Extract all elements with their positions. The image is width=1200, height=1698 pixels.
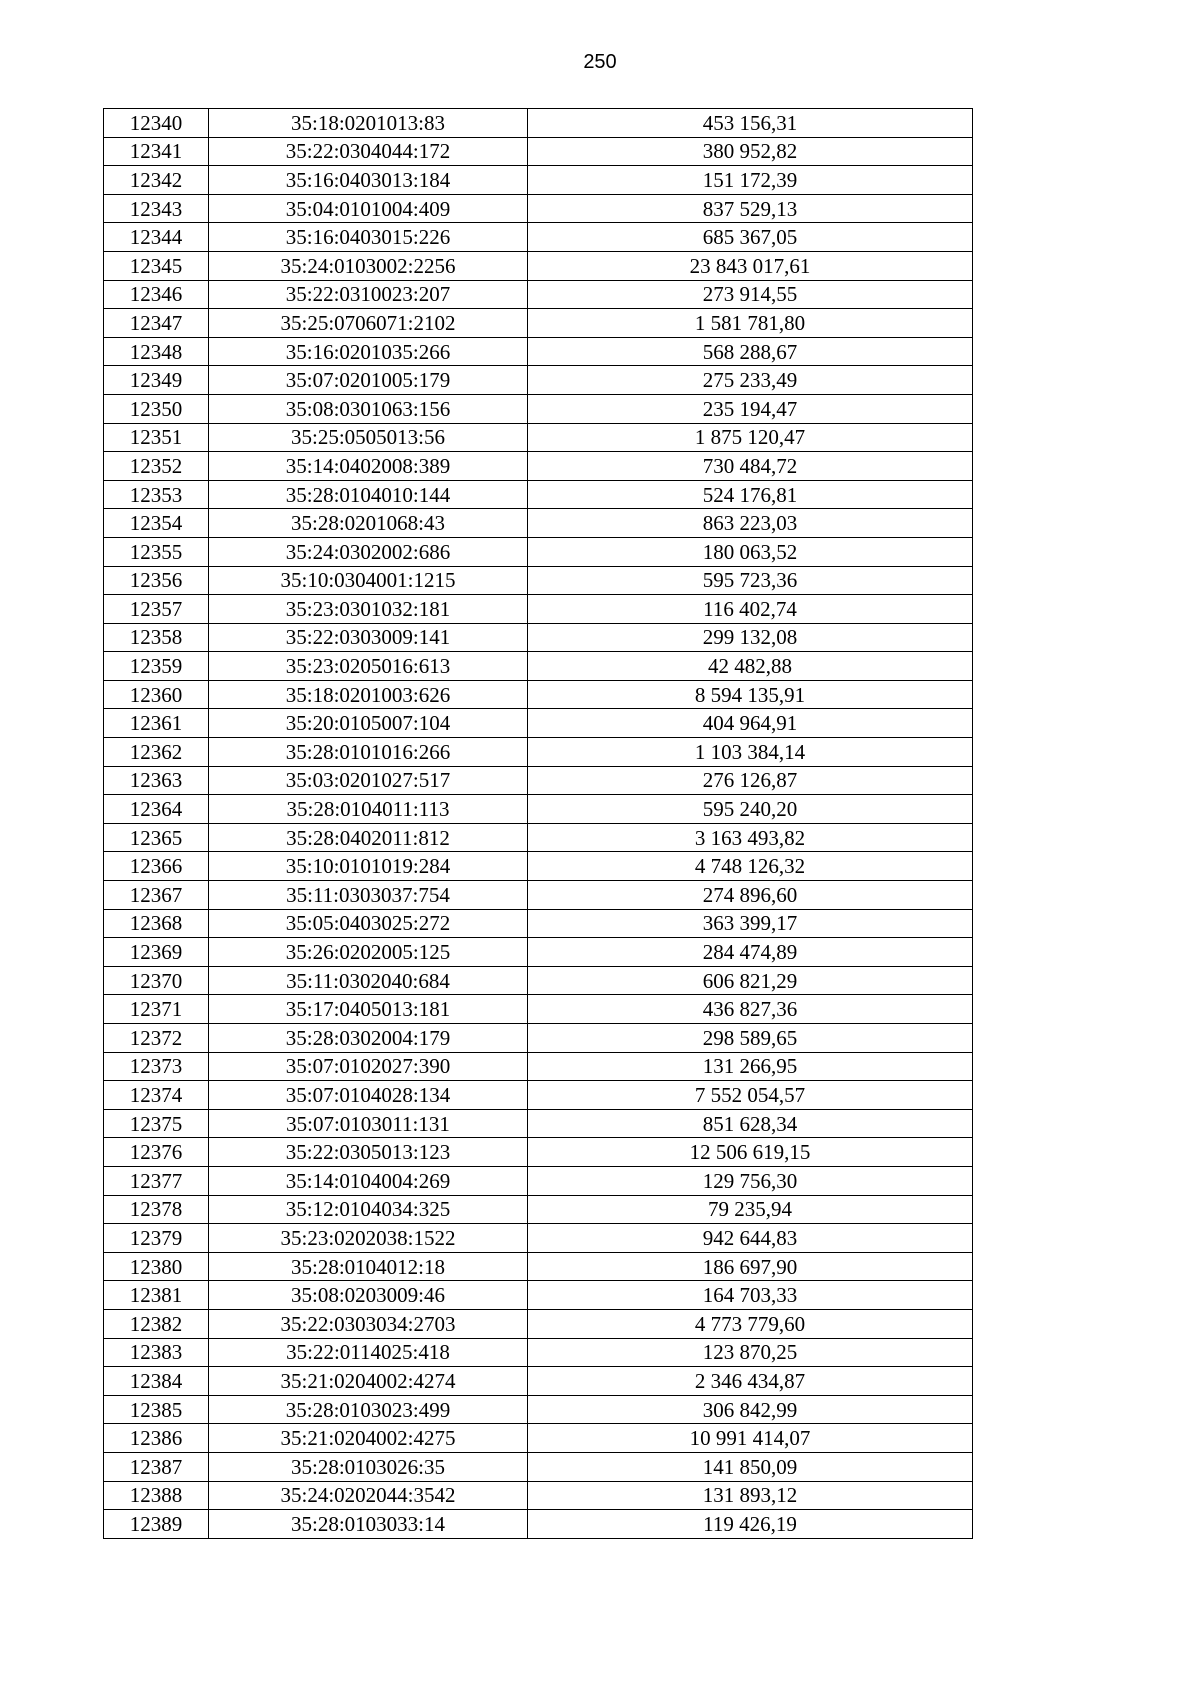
row-number-cell: 12383 xyxy=(104,1338,209,1367)
cadastral-number-cell: 35:07:0201005:179 xyxy=(209,366,528,395)
row-number-cell: 12389 xyxy=(104,1510,209,1539)
table-row xyxy=(104,566,973,595)
table-row xyxy=(104,337,973,366)
cadastral-number-cell: 35:23:0205016:613 xyxy=(209,652,528,681)
table-row xyxy=(104,852,973,881)
cadastral-number-cell: 35:18:0201013:83 xyxy=(209,109,528,138)
row-number-cell: 12377 xyxy=(104,1166,209,1195)
value-cell: 863 223,03 xyxy=(528,509,973,538)
row-number-cell: 12363 xyxy=(104,766,209,795)
value-cell: 363 399,17 xyxy=(528,909,973,938)
table-row xyxy=(104,223,973,252)
value-cell: 42 482,88 xyxy=(528,652,973,681)
table-row xyxy=(104,137,973,166)
cadastral-number-cell: 35:07:0104028:134 xyxy=(209,1081,528,1110)
row-number-cell: 12361 xyxy=(104,709,209,738)
table-row xyxy=(104,1395,973,1424)
cadastral-number-cell: 35:14:0402008:389 xyxy=(209,452,528,481)
cadastral-number-cell: 35:25:0505013:56 xyxy=(209,423,528,452)
row-number-cell: 12355 xyxy=(104,537,209,566)
cadastral-number-cell: 35:28:0101016:266 xyxy=(209,738,528,767)
cadastral-number-cell: 35:28:0104010:144 xyxy=(209,480,528,509)
value-cell: 235 194,47 xyxy=(528,394,973,423)
cadastral-number-cell: 35:08:0301063:156 xyxy=(209,394,528,423)
table-row xyxy=(104,1224,973,1253)
value-cell: 380 952,82 xyxy=(528,137,973,166)
cadastral-number-cell: 35:22:0303034:2703 xyxy=(209,1309,528,1338)
cadastral-number-cell: 35:28:0103023:499 xyxy=(209,1395,528,1424)
table-row xyxy=(104,109,973,138)
table-row xyxy=(104,1138,973,1167)
value-cell: 851 628,34 xyxy=(528,1109,973,1138)
value-cell: 275 233,49 xyxy=(528,366,973,395)
cadastral-number-cell: 35:22:0310023:207 xyxy=(209,280,528,309)
table-row xyxy=(104,1281,973,1310)
row-number-cell: 12366 xyxy=(104,852,209,881)
value-cell: 7 552 054,57 xyxy=(528,1081,973,1110)
table-row xyxy=(104,823,973,852)
value-cell: 298 589,65 xyxy=(528,1024,973,1053)
value-cell: 123 870,25 xyxy=(528,1338,973,1367)
value-cell: 595 240,20 xyxy=(528,795,973,824)
table-row xyxy=(104,309,973,338)
cadastral-number-cell: 35:28:0402011:812 xyxy=(209,823,528,852)
row-number-cell: 12349 xyxy=(104,366,209,395)
value-cell: 306 842,99 xyxy=(528,1395,973,1424)
value-cell: 1 875 120,47 xyxy=(528,423,973,452)
value-cell: 273 914,55 xyxy=(528,280,973,309)
table-row xyxy=(104,366,973,395)
cadastral-number-cell: 35:28:0103033:14 xyxy=(209,1510,528,1539)
table-row xyxy=(104,1166,973,1195)
cadastral-number-cell: 35:14:0104004:269 xyxy=(209,1166,528,1195)
value-cell: 453 156,31 xyxy=(528,109,973,138)
value-cell: 4 748 126,32 xyxy=(528,852,973,881)
cadastral-number-cell: 35:21:0204002:4274 xyxy=(209,1367,528,1396)
row-number-cell: 12341 xyxy=(104,137,209,166)
table-row xyxy=(104,881,973,910)
row-number-cell: 12378 xyxy=(104,1195,209,1224)
cadastral-number-cell: 35:11:0302040:684 xyxy=(209,966,528,995)
value-cell: 284 474,89 xyxy=(528,938,973,967)
table-row xyxy=(104,766,973,795)
value-cell: 276 126,87 xyxy=(528,766,973,795)
value-cell: 151 172,39 xyxy=(528,166,973,195)
cadastral-number-cell: 35:12:0104034:325 xyxy=(209,1195,528,1224)
table-row xyxy=(104,966,973,995)
row-number-cell: 12344 xyxy=(104,223,209,252)
table-row xyxy=(104,938,973,967)
table-row xyxy=(104,480,973,509)
cadastral-number-cell: 35:23:0301032:181 xyxy=(209,595,528,624)
row-number-cell: 12379 xyxy=(104,1224,209,1253)
row-number-cell: 12345 xyxy=(104,251,209,280)
row-number-cell: 12385 xyxy=(104,1395,209,1424)
row-number-cell: 12372 xyxy=(104,1024,209,1053)
cadastral-number-cell: 35:28:0104012:18 xyxy=(209,1252,528,1281)
cadastral-number-cell: 35:16:0403015:226 xyxy=(209,223,528,252)
row-number-cell: 12370 xyxy=(104,966,209,995)
data-table xyxy=(103,108,973,1539)
table-row xyxy=(104,1309,973,1338)
cadastral-number-cell: 35:24:0302002:686 xyxy=(209,537,528,566)
value-cell: 2 346 434,87 xyxy=(528,1367,973,1396)
value-cell: 1 103 384,14 xyxy=(528,738,973,767)
cadastral-number-cell: 35:17:0405013:181 xyxy=(209,995,528,1024)
value-cell: 4 773 779,60 xyxy=(528,1309,973,1338)
cadastral-number-cell: 35:22:0114025:418 xyxy=(209,1338,528,1367)
cadastral-number-cell: 35:24:0202044:3542 xyxy=(209,1481,528,1510)
cadastral-number-cell: 35:28:0201068:43 xyxy=(209,509,528,538)
table-row xyxy=(104,709,973,738)
value-cell: 23 843 017,61 xyxy=(528,251,973,280)
table-row xyxy=(104,1052,973,1081)
value-cell: 685 367,05 xyxy=(528,223,973,252)
row-number-cell: 12351 xyxy=(104,423,209,452)
value-cell: 180 063,52 xyxy=(528,537,973,566)
value-cell: 606 821,29 xyxy=(528,966,973,995)
row-number-cell: 12348 xyxy=(104,337,209,366)
row-number-cell: 12352 xyxy=(104,452,209,481)
value-cell: 524 176,81 xyxy=(528,480,973,509)
value-cell: 568 288,67 xyxy=(528,337,973,366)
row-number-cell: 12386 xyxy=(104,1424,209,1453)
row-number-cell: 12356 xyxy=(104,566,209,595)
cadastral-number-cell: 35:26:0202005:125 xyxy=(209,938,528,967)
table-row xyxy=(104,595,973,624)
value-cell: 1 581 781,80 xyxy=(528,309,973,338)
cadastral-number-cell: 35:07:0103011:131 xyxy=(209,1109,528,1138)
value-cell: 942 644,83 xyxy=(528,1224,973,1253)
row-number-cell: 12384 xyxy=(104,1367,209,1396)
row-number-cell: 12360 xyxy=(104,680,209,709)
table-row xyxy=(104,623,973,652)
table-row xyxy=(104,251,973,280)
row-number-cell: 12367 xyxy=(104,881,209,910)
cadastral-number-cell: 35:16:0201035:266 xyxy=(209,337,528,366)
value-cell: 299 132,08 xyxy=(528,623,973,652)
value-cell: 404 964,91 xyxy=(528,709,973,738)
table-row xyxy=(104,452,973,481)
table-row xyxy=(104,394,973,423)
value-cell: 274 896,60 xyxy=(528,881,973,910)
row-number-cell: 12382 xyxy=(104,1309,209,1338)
cadastral-number-cell: 35:07:0102027:390 xyxy=(209,1052,528,1081)
value-cell: 10 991 414,07 xyxy=(528,1424,973,1453)
cadastral-number-cell: 35:24:0103002:2256 xyxy=(209,251,528,280)
row-number-cell: 12342 xyxy=(104,166,209,195)
value-cell: 186 697,90 xyxy=(528,1252,973,1281)
table-row xyxy=(104,1481,973,1510)
row-number-cell: 12353 xyxy=(104,480,209,509)
table-row xyxy=(104,1252,973,1281)
row-number-cell: 12387 xyxy=(104,1452,209,1481)
value-cell: 837 529,13 xyxy=(528,194,973,223)
value-cell: 595 723,36 xyxy=(528,566,973,595)
row-number-cell: 12354 xyxy=(104,509,209,538)
row-number-cell: 12359 xyxy=(104,652,209,681)
value-cell: 8 594 135,91 xyxy=(528,680,973,709)
value-cell: 3 163 493,82 xyxy=(528,823,973,852)
table-row xyxy=(104,1081,973,1110)
table-row xyxy=(104,1452,973,1481)
cadastral-number-cell: 35:04:0101004:409 xyxy=(209,194,528,223)
row-number-cell: 12364 xyxy=(104,795,209,824)
cadastral-number-cell: 35:22:0304044:172 xyxy=(209,137,528,166)
table-row xyxy=(104,738,973,767)
cadastral-number-cell: 35:28:0103026:35 xyxy=(209,1452,528,1481)
cadastral-number-cell: 35:21:0204002:4275 xyxy=(209,1424,528,1453)
value-cell: 164 703,33 xyxy=(528,1281,973,1310)
value-cell: 131 893,12 xyxy=(528,1481,973,1510)
table-row xyxy=(104,1024,973,1053)
table-row xyxy=(104,537,973,566)
value-cell: 116 402,74 xyxy=(528,595,973,624)
row-number-cell: 12381 xyxy=(104,1281,209,1310)
cadastral-number-cell: 35:03:0201027:517 xyxy=(209,766,528,795)
row-number-cell: 12368 xyxy=(104,909,209,938)
row-number-cell: 12373 xyxy=(104,1052,209,1081)
value-cell: 119 426,19 xyxy=(528,1510,973,1539)
row-number-cell: 12369 xyxy=(104,938,209,967)
cadastral-number-cell: 35:23:0202038:1522 xyxy=(209,1224,528,1253)
table-row xyxy=(104,1109,973,1138)
cadastral-number-cell: 35:08:0203009:46 xyxy=(209,1281,528,1310)
row-number-cell: 12358 xyxy=(104,623,209,652)
value-cell: 79 235,94 xyxy=(528,1195,973,1224)
cadastral-number-cell: 35:28:0104011:113 xyxy=(209,795,528,824)
cadastral-number-cell: 35:10:0304001:1215 xyxy=(209,566,528,595)
value-cell: 730 484,72 xyxy=(528,452,973,481)
table-row xyxy=(104,995,973,1024)
value-cell: 12 506 619,15 xyxy=(528,1138,973,1167)
row-number-cell: 12376 xyxy=(104,1138,209,1167)
table-row xyxy=(104,909,973,938)
row-number-cell: 12343 xyxy=(104,194,209,223)
row-number-cell: 12388 xyxy=(104,1481,209,1510)
table-row xyxy=(104,1510,973,1539)
cadastral-number-cell: 35:16:0403013:184 xyxy=(209,166,528,195)
row-number-cell: 12380 xyxy=(104,1252,209,1281)
row-number-cell: 12347 xyxy=(104,309,209,338)
table-row xyxy=(104,1338,973,1367)
value-cell: 131 266,95 xyxy=(528,1052,973,1081)
table-row xyxy=(104,652,973,681)
table-row xyxy=(104,280,973,309)
cadastral-number-cell: 35:11:0303037:754 xyxy=(209,881,528,910)
row-number-cell: 12374 xyxy=(104,1081,209,1110)
row-number-cell: 12365 xyxy=(104,823,209,852)
cadastral-number-cell: 35:18:0201003:626 xyxy=(209,680,528,709)
page-number: 250 xyxy=(583,51,617,73)
table-row xyxy=(104,1424,973,1453)
row-number-cell: 12346 xyxy=(104,280,209,309)
cadastral-number-cell: 35:25:0706071:2102 xyxy=(209,309,528,338)
table-row xyxy=(104,423,973,452)
cadastral-number-cell: 35:22:0303009:141 xyxy=(209,623,528,652)
cadastral-number-cell: 35:22:0305013:123 xyxy=(209,1138,528,1167)
table-row xyxy=(104,1195,973,1224)
row-number-cell: 12357 xyxy=(104,595,209,624)
cadastral-number-cell: 35:28:0302004:179 xyxy=(209,1024,528,1053)
row-number-cell: 12362 xyxy=(104,738,209,767)
value-cell: 129 756,30 xyxy=(528,1166,973,1195)
table-row xyxy=(104,194,973,223)
table-body xyxy=(104,109,973,1539)
cadastral-number-cell: 35:05:0403025:272 xyxy=(209,909,528,938)
cadastral-number-cell: 35:10:0101019:284 xyxy=(209,852,528,881)
value-cell: 141 850,09 xyxy=(528,1452,973,1481)
table-row xyxy=(104,1367,973,1396)
row-number-cell: 12350 xyxy=(104,394,209,423)
table-row xyxy=(104,166,973,195)
row-number-cell: 12371 xyxy=(104,995,209,1024)
cadastral-number-cell: 35:20:0105007:104 xyxy=(209,709,528,738)
row-number-cell: 12375 xyxy=(104,1109,209,1138)
table-row xyxy=(104,509,973,538)
table-row xyxy=(104,795,973,824)
table-row xyxy=(104,680,973,709)
value-cell: 436 827,36 xyxy=(528,995,973,1024)
row-number-cell: 12340 xyxy=(104,109,209,138)
